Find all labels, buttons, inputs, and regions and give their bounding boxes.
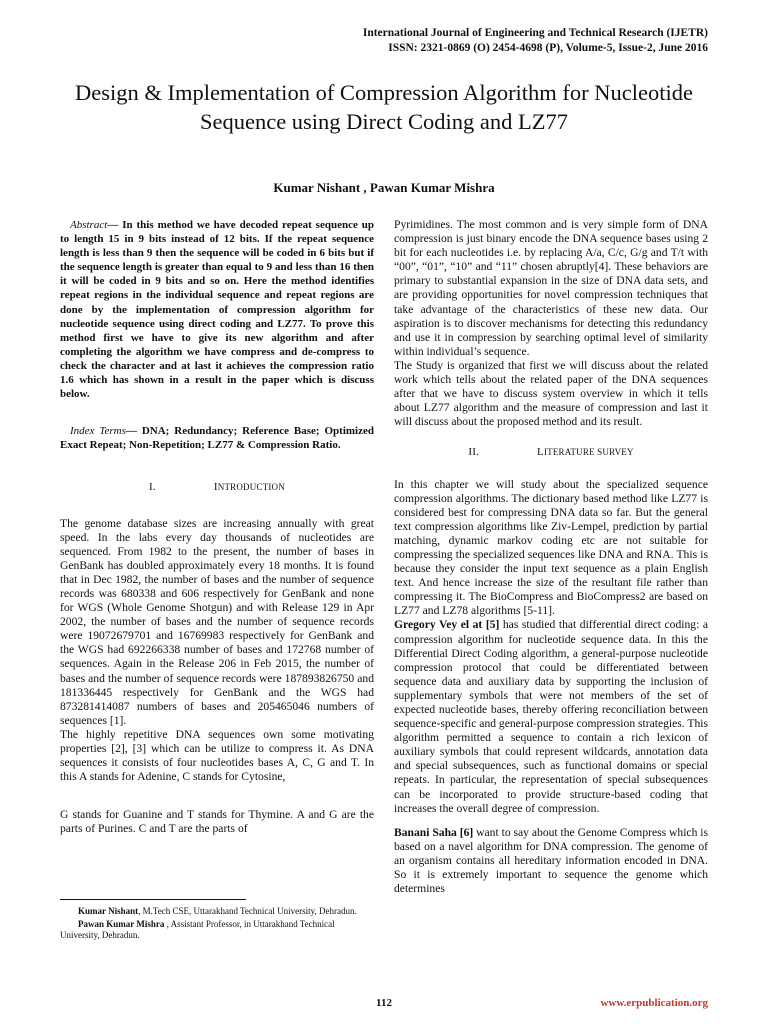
intro-paragraph: The genome database sizes are increasing annually with great speed. In the labs every day thousands of nucleotides are sequenced. From 1982 to the present, the number of bases in GenBank has doubled approximately every 18 months. It is found that in Dec 1982, the number of bases and the number of sequence records was 680338 and 606 respectively for GenBank and none for WGS (Whole Genome Shotgun) and with Release 129 in Apr 2002, the number of bases and the number of sequence records were 19072679701 and 16769983 respectively for GenBank and the WGS had 692266338 number of bases and 172768 number of sequences. Again in the Release 206 in Feb 2015, the number of bases and the number of sequence records were 187893826750 and 181336445 respectively for GenBank and the WGS had 873281414087 numbers of bases and 205465046 numbers of sequences [1]. [60,516,374,727]
section-heading-introduction: I. INTRODUCTION [149,481,285,494]
intro-paragraph: The highly repetitive DNA sequences own some motivating properties [2], [3] which can be utilize to compress it. As DNA sequences it consists of four nucleotides bases A, C, G and T. In this A stands for Adenine, C stands for Cytosine, [60,727,374,784]
body-paragraph: In this chapter we will study about the specialized sequence compression algorithms. The dictionary based method like LZ77 is considered best for compressing DNA data so far. But the general text compression algorithms like Ziv-Lempel, prediction by partial matching, dynamic markov coding etc are not suitable for compressing the specialized sequences like DNA and RNA. This is because they consider the input text sequence as a plain English text. And hence increase the size of the resultant file rather than compressing it. The BioCompress and BioCompress2 are based on LZ77 and LZ78 algorithms [5-11]. [394,477,708,618]
body-paragraph: Pyrimidines. The most common and is very simple form of DNA compression is just binary encode the DNA sequence bases using 2 bit for each nucleotides i.e. by replacing A/a, C/c, G/g and T/t with “00”, “01”, “10” and “11” chosen abruptly[4]. These behaviors are primary to substantial expansion in the size of DNA data sets, and are providing opportunities for novel compression techniques that take advantage of the characteristics of these new data. Our aspiration is to discover mechanisms for detecting this redundancy and use it in compression by searching optimal level of similarity within individual’s sequence. [394,218,708,358]
footnote-divider [60,899,246,900]
left-column [60,218,374,836]
section-number: II. [468,446,480,459]
footnote: Pawan Kumar Mishra , Assistant Professor, in Uttarakhand Technical University, Dehradun. [60,919,335,941]
paper-title: Design & Implementation of Compression Algorithm for Nucleotide Sequence using Direct Coding and LZ77 [74,80,694,134]
section-number: I. [149,481,156,494]
intro-paragraph: G stands for Guanine and T stands for Thymine. A and G are the parts of Purines. C and T are the parts of [60,808,374,836]
abstract [60,218,374,401]
website-link[interactable]: www.erpublication.org [600,997,708,1009]
right-column [394,218,708,896]
index-terms [60,424,374,452]
section-heading-literature-survey: II. LITERATURE SURVEY [468,446,634,459]
journal-header [363,26,708,56]
index-terms-text: — DNA; Redundancy; Reference Base; Optimized Exact Repeat; Non-Repetition; LZ77 & Compression Ratio. [60,425,374,452]
citation-author: Gregory Vey el at [5] [394,618,500,632]
citation-author: Banani Saha [6] [394,825,474,839]
index-terms-label: Index Terms [70,425,126,438]
abstract-label: Abstract [70,219,108,231]
journal-issn: ISSN: 2321-0869 (O) 2454-4698 (P), Volume-5, Issue-2, June 2016 [388,42,708,54]
page-number: 112 [376,997,392,1009]
paper-authors: Kumar Nishant , Pawan Kumar Mishra [273,180,495,195]
footnote: Kumar Nishant, M.Tech CSE, Uttarakhand Technical University, Dehradun. [78,906,357,916]
footnotes [60,906,374,944]
journal-name: International Journal of Engineering and Technical Research (IJETR) [362,27,708,39]
abstract-text: — In this method we have decoded repeat sequence up to length 15 in 9 bits instead of 12 bits. If the repeat sequence length is less than 9 then the sequence will be coded in 6 bits but if the sequence length is greater than equal to 9 and less than 16 then it will be coded in 9 bits and so on. Here the method identifies repeat regions in the individual sequence and repeat regions are done by the implementation of compression algorithm for nucleotide sequence using direct coding and LZ77. To prove this method first we have to give its new algorithm and after completing the algorithm we have compress and de-compress to check the character and at last it achieves the compression ratio 1.6 which has shown in a result in the paper which is discuss below. [60,219,374,401]
body-paragraph: Gregory Vey el at [5] has studied that differential direct coding: a compression algorithm for nucleotide sequence data. In this the Differential Direct Coding algorithm, a general-purpose nucleotide compression protocol that could be differentiated between sequence data and auxiliary data by supporting the inclusion of supplementary symbols that were not members of the set of expected nucleotide bases, thereby offering reconciliation between sequence-specific and general-purpose compression strategies. This algorithm permitted a sequence to contain a rich lexicon of auxiliary symbols that could represent wildcards, annotation data and special subsequences, such as functional domains or special repeats. In particular, the representation of special subsequences can be incorporated to provide structure-based coding that increases the overall degree of compression. [394,618,708,815]
body-paragraph: Banani Saha [6] want to say about the Genome Compress which is based on a navel algorithm for DNA compression. The genome of an organism contains all hereditary information encoded in DNA. So it is extremely important to sequence the genome which determines [394,825,709,896]
body-paragraph: The Study is organized that first we will discuss about the related work which tells about the related paper of the DNA sequences after that we have to discuss system overview in which it tells about LZ77 algorithm and the measure of compression and last it will discuss about the proposed method and its result. [394,358,708,429]
